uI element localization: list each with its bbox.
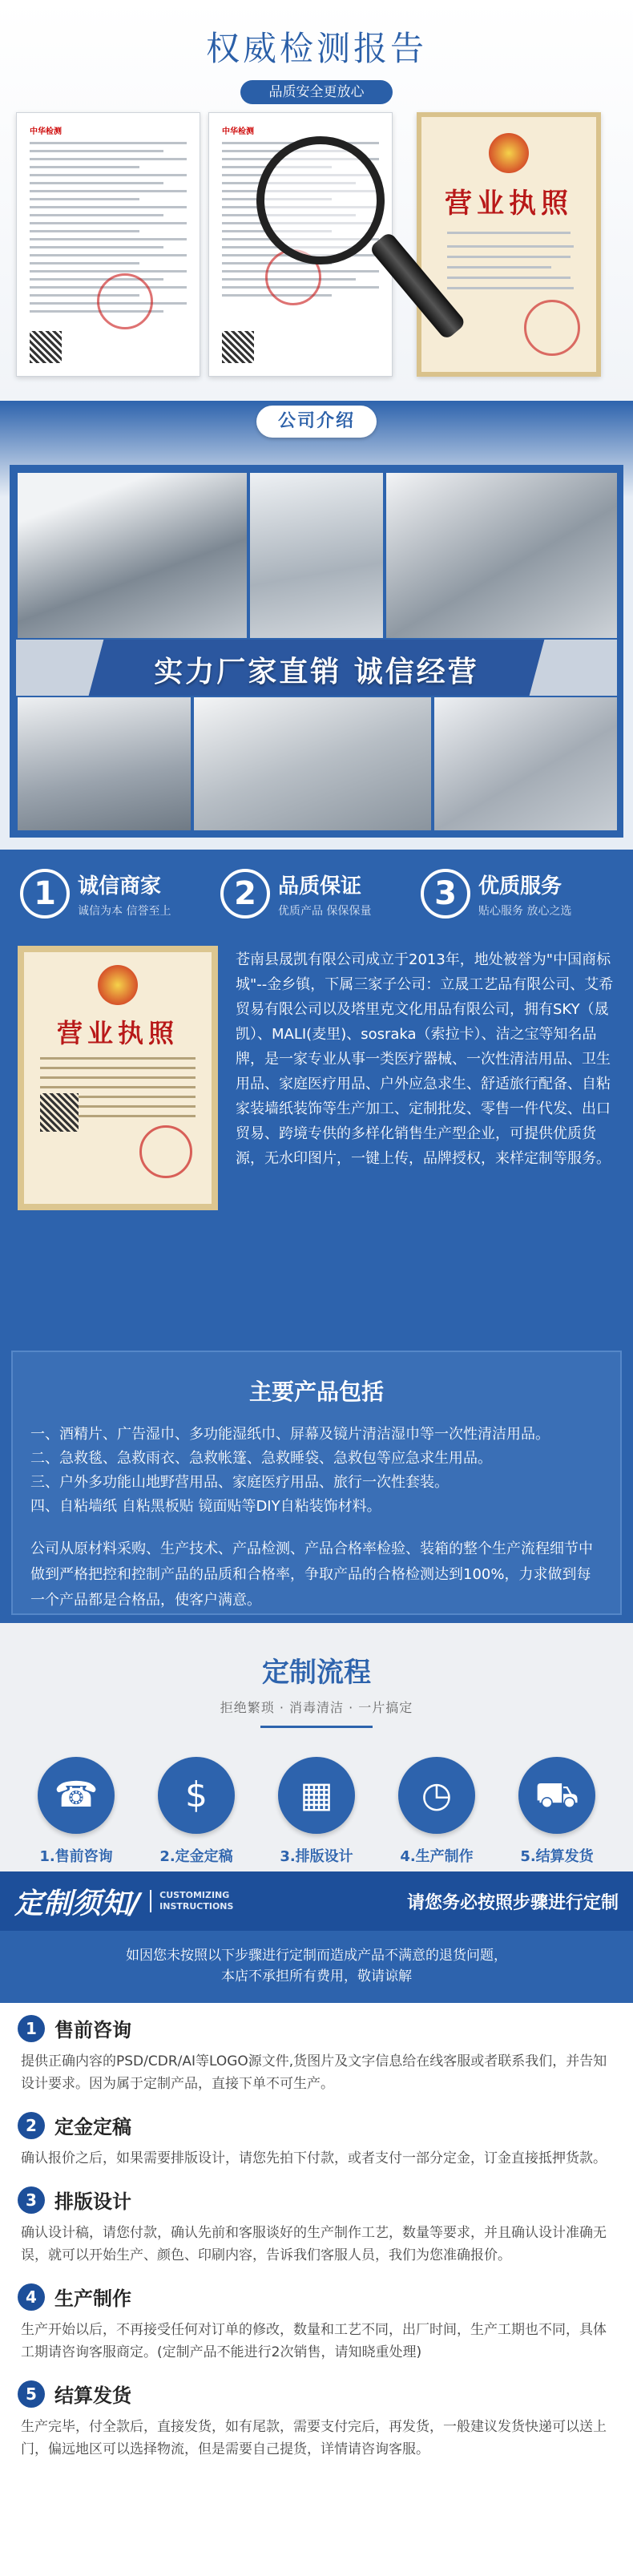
report-header: 中华检测 (222, 127, 254, 136)
license-title: 营业执照 (56, 1018, 179, 1048)
license-title: 营业执照 (445, 188, 573, 220)
feature-subtitle: 诚信为本 信誉至上 (78, 904, 171, 918)
feature-title: 优质服务 (478, 874, 562, 898)
notes-title-en-1: CUSTOMIZING (159, 1890, 230, 1900)
custom-notes-section (0, 1871, 633, 2465)
process-step (517, 1757, 597, 1866)
note-title: 生产制作 (54, 2287, 131, 2310)
qr-code-icon (40, 1093, 79, 1132)
process-step (36, 1757, 116, 1866)
note-item (0, 2271, 633, 2368)
red-stamp-icon (139, 1125, 192, 1178)
warning-line: 如因您未按照以下步骤进行定制而造成产品不满意的退货问题， (126, 1948, 507, 1964)
divider (260, 1726, 373, 1728)
note-item (0, 2100, 633, 2174)
note-item (0, 2003, 633, 2100)
process-step (156, 1757, 236, 1866)
feature-number: 1 (20, 869, 70, 919)
step-label: 4.生产制作 (400, 1848, 474, 1865)
red-stamp-icon (97, 273, 153, 329)
business-license-large (18, 946, 218, 1210)
layout-icon: ▦ (278, 1757, 355, 1834)
note-body: 确认设计稿，请您付款，确认先前和客服谈好的生产制作工艺，数量等要求，并且确认设计准确无误，就可以开始生产、颜色、印刷内容，告诉我们客服人员，我们为您准确报价。 (21, 2225, 607, 2263)
truck-icon: ⛟ (518, 1757, 595, 1834)
note-title: 定金定稿 (54, 2116, 131, 2138)
certificates-subtitle: 品质安全更放心 (240, 80, 393, 104)
notes-warning-banner (0, 1931, 633, 2003)
feature-number: 2 (220, 869, 270, 919)
note-number: 1 (18, 2015, 45, 2042)
product-item: 三、户外多功能山地野营用品、家庭医疗用品、旅行一次性套装。 (30, 1474, 449, 1491)
report-header: 中华检测 (30, 127, 62, 136)
feature-item (20, 858, 212, 930)
products-title: 主要产品包括 (248, 1379, 384, 1405)
factory-photo (16, 696, 192, 832)
certificates-section (0, 0, 633, 401)
note-body: 生产开始以后，不再接受任何对订单的修改，数量和工艺不同，出厂时间，生产工期也不同，具体工期请咨询客服商定。(定制产品不能进行2次销售，请知晓重处理) (21, 2322, 607, 2360)
note-body: 生产完毕，付全款后，直接发货，如有尾款，需要支付完后，再发货，一般建议发货快递可以送上门，偏远地区可以选择物流，但是需要自己提货，详情请咨询客服。 (21, 2419, 607, 2457)
factory-photo (248, 471, 385, 640)
money-icon: $ (158, 1757, 235, 1834)
note-title: 排版设计 (54, 2190, 131, 2213)
qr-code-icon (30, 331, 62, 363)
feature-subtitle: 优质产品 保保保量 (278, 904, 372, 918)
company-about (0, 946, 633, 1218)
feature-title: 品质保证 (278, 874, 362, 898)
feature-highlights (0, 858, 633, 930)
note-body: 确认报价之后，如果需要排版设计，请您先拍下付款，或者支付一部分定金，订金直接抵押货款。 (21, 2150, 607, 2166)
process-subtitle: 拒绝繁琐 · 消毒清洁 · 一片搞定 (220, 1700, 413, 1715)
feature-item (220, 858, 413, 930)
company-intro-heading: 公司介绍 (256, 406, 377, 438)
note-title: 售前咨询 (54, 2019, 131, 2041)
test-report-1 (16, 112, 200, 377)
note-item (0, 2174, 633, 2271)
factory-photo (385, 471, 623, 640)
process-step (276, 1757, 357, 1866)
product-item: 一、酒精片、广告湿巾、多功能湿纸巾、屏幕及镜片清洁湿巾等一次性清洁用品。 (30, 1426, 550, 1443)
step-label: 3.排版设计 (280, 1848, 353, 1865)
products-section (0, 1351, 633, 1623)
factory-photo (433, 696, 623, 832)
note-number: 3 (18, 2186, 45, 2214)
note-item (0, 2368, 633, 2465)
note-title: 结算发货 (54, 2384, 131, 2407)
process-step (397, 1757, 477, 1866)
warning-line: 本店不承担所有费用，敬请谅解 (221, 1968, 412, 1984)
step-label: 1.售前咨询 (39, 1848, 113, 1865)
product-item: 二、急救毯、急救雨衣、急救帐篷、急救睡袋、急救包等应急求生用品。 (30, 1450, 492, 1467)
factory-photo-collage (10, 465, 623, 838)
national-emblem-icon (489, 133, 529, 173)
feature-item (421, 858, 613, 930)
factory-photo (16, 471, 248, 640)
certificate-gallery (16, 112, 617, 377)
step-label: 5.结算发货 (520, 1848, 594, 1865)
red-stamp-icon (524, 300, 580, 356)
clock-icon: ◷ (398, 1757, 475, 1834)
quality-paragraph: 公司从原材料采购、生产技术、产品检测、产品合格率检验、装箱的整个生产流程细节中做到严格把控和控制产品的品质和合格率，争取产品的合格检测达到100%，力求做到每一个产品都是合格品，使客户满意。 (30, 1540, 593, 1609)
factory-photo (192, 696, 433, 832)
note-number: 5 (18, 2380, 45, 2408)
certificates-title: 权威检测报告 (205, 29, 427, 68)
note-number: 2 (18, 2112, 45, 2139)
products-box (11, 1351, 622, 1615)
qr-code-icon (222, 331, 254, 363)
product-item: 四、自粘墙纸 自粘黑板贴 镜面贴等DIY自粘装饰材料。 (30, 1498, 381, 1515)
step-label: 2.定金定稿 (159, 1848, 233, 1865)
feature-number: 3 (421, 869, 470, 919)
magnifier-glass-icon (256, 136, 385, 264)
company-description: 苍南县晟凯有限公司成立于2013年，地处被誉为"中国商标城"--金乡镇，下属三家子公司：立晟工艺品有限公司、艾希贸易有限公司以及塔里克文化用品有限公司，拥有SKY（晟凯）、MALI(麦里)、sosraka（索拉卡）、洁之宝等知名品牌，是一家专业从事一类医疗器械、一次性清洁用品、卫生用品、家庭医疗用品、户外应急求生、舒适旅行配备、自粘家装墙纸装饰等生产加工、定制批发、零售一件代发、出口贸易、跨境专供的多样化销售生产型企业，可提供优质货源，无水印图片，一键上传，品牌授权，来样定制等服务。 (236, 951, 614, 1167)
custom-process-section (0, 1623, 633, 1871)
feature-title: 诚信商家 (78, 874, 162, 898)
company-intro-section (0, 401, 633, 1359)
notes-title: 定制须知/ (14, 1887, 141, 1920)
process-title: 定制流程 (262, 1657, 371, 1689)
notes-right-title: 请您务必按照步骤进行定制 (406, 1892, 619, 1913)
notes-header (0, 1871, 633, 1931)
note-number: 4 (18, 2283, 45, 2311)
feature-subtitle: 贴心服务 放心之选 (478, 904, 572, 918)
factory-slogan: 实力厂家直销 诚信经营 (154, 656, 479, 688)
note-body: 提供正确内容的PSD/CDR/AI等LOGO源文件,货图片及文字信息给在线客服或者联系我们，并告知设计要求。因为属于定制产品，直接下单不可生产。 (21, 2053, 607, 2092)
national-emblem-icon (98, 965, 138, 1005)
headset-icon: ☎ (38, 1757, 115, 1834)
notes-title-en-2: INSTRUCTIONS (159, 1901, 234, 1912)
process-steps (0, 1757, 633, 1866)
